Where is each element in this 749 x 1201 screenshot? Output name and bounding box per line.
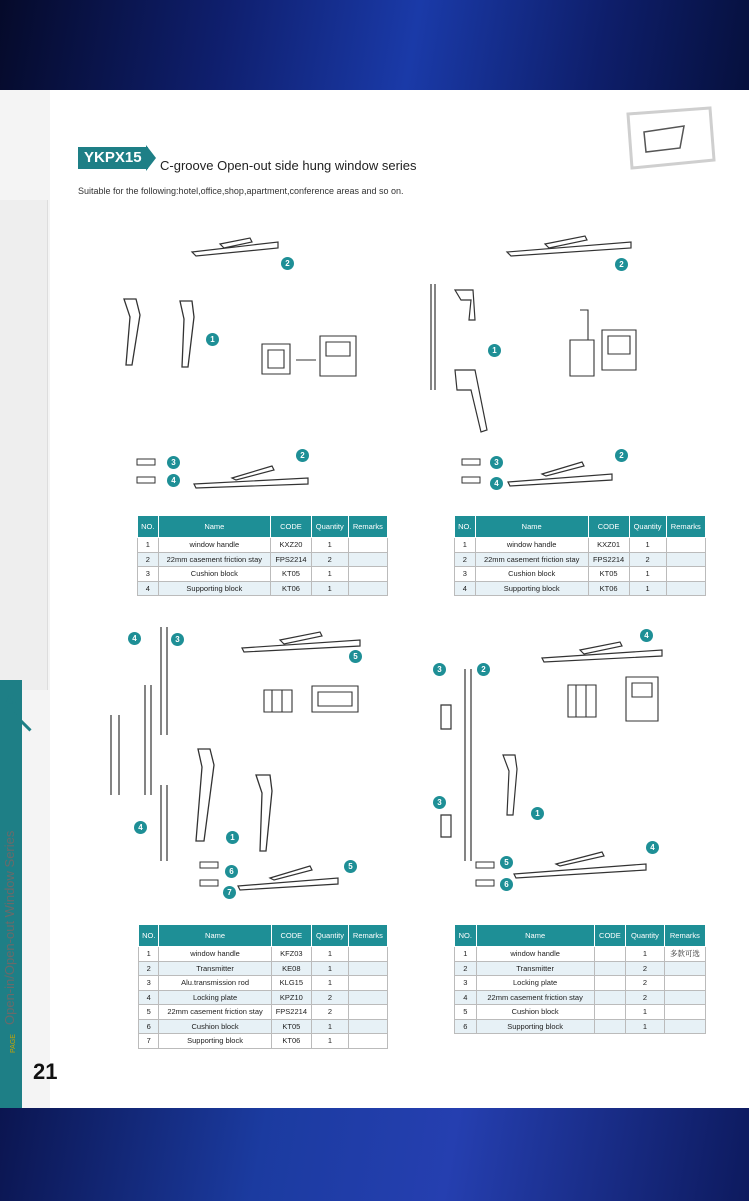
part-number-badge: 2 xyxy=(477,663,490,676)
col-header-name: Name xyxy=(159,925,271,947)
part-number-badge: 3 xyxy=(433,796,446,809)
col-header-no: NO. xyxy=(455,925,477,947)
background-bottom xyxy=(0,1108,749,1201)
part-number-badge: 4 xyxy=(646,841,659,854)
series-code: YKPX15 xyxy=(78,147,148,169)
friction-stay-icon xyxy=(240,628,364,658)
part-number-badge: 1 xyxy=(488,344,501,357)
parts-table xyxy=(137,515,388,596)
table-row: 3 Cushion block KT05 1 xyxy=(138,567,388,582)
section-letter: A xyxy=(3,690,19,715)
part-number-badge: 1 xyxy=(206,333,219,346)
parts-table xyxy=(454,924,706,1034)
part-number-badge: 4 xyxy=(134,821,147,834)
col-header-no: NO. xyxy=(455,516,476,538)
transmission-rod-icon xyxy=(435,665,535,865)
friction-stay-icon xyxy=(512,848,650,880)
col-header-code: CODE xyxy=(271,925,312,947)
col-header-remarks: Remarks xyxy=(348,516,387,538)
page-label: PAGE xyxy=(9,1034,17,1053)
table-row: 7 Supporting block KT06 1 xyxy=(139,1034,388,1049)
table-row: 1 window handle KXZ20 1 xyxy=(138,538,388,553)
series-arrow-icon xyxy=(146,145,156,171)
window-handle-icon xyxy=(110,295,200,375)
table-row: 3 Cushion block KT05 1 xyxy=(455,567,706,582)
col-header-remarks: Remarks xyxy=(348,925,387,947)
table-row: 6 Cushion block KT05 1 xyxy=(139,1019,388,1034)
section-vertical-title: Open-in/Open-out Window Series xyxy=(2,830,17,1025)
series-description: Suitable for the following:hotel,office,shop,apartment,conference areas and so on. xyxy=(78,186,404,196)
part-number-badge: 2 xyxy=(615,258,628,271)
table-row: 4 22mm casement friction stay 2 xyxy=(455,990,706,1005)
col-header-quantity: Quantity xyxy=(626,925,665,947)
friction-stay-icon xyxy=(190,230,280,260)
part-number-badge: 3 xyxy=(167,456,180,469)
col-header-code: CODE xyxy=(594,925,625,947)
friction-stay-icon xyxy=(506,458,616,488)
profile-section-icon xyxy=(260,330,360,382)
catalog-page xyxy=(0,90,749,1108)
part-number-badge: 4 xyxy=(640,629,653,642)
col-header-no: NO. xyxy=(138,516,159,538)
table-row: 1 window handle KFZ03 1 xyxy=(139,947,388,962)
parts-table xyxy=(138,924,388,1049)
blocks-icon xyxy=(198,860,222,890)
part-number-badge: 1 xyxy=(531,807,544,820)
col-header-code: CODE xyxy=(271,516,312,538)
part-number-badge: 1 xyxy=(226,831,239,844)
table-row: 6 Supporting block 1 xyxy=(455,1019,706,1034)
part-number-badge: 3 xyxy=(490,456,503,469)
part-number-badge: 3 xyxy=(433,663,446,676)
part-number-badge: 6 xyxy=(225,865,238,878)
col-header-remarks: Remarks xyxy=(664,925,705,947)
table-row: 3 Alu.transmission rod KLG15 1 xyxy=(139,976,388,991)
col-header-quantity: Quantity xyxy=(311,516,348,538)
table-row: 1 window handle KXZ01 1 xyxy=(455,538,706,553)
brand-logo-icon xyxy=(622,106,718,172)
series-title: C-groove Open-out side hung window series xyxy=(160,158,417,173)
profile-section-icon xyxy=(262,682,362,716)
table-row: 4 Supporting block KT06 1 xyxy=(138,581,388,596)
window-handle-icon xyxy=(425,280,495,440)
table-row: 1 window handle 1 多款可选 xyxy=(455,947,706,962)
blocks-icon xyxy=(474,860,498,890)
part-number-badge: 4 xyxy=(128,632,141,645)
friction-stay-icon xyxy=(540,640,666,664)
col-header-quantity: Quantity xyxy=(312,925,349,947)
blocks-icon xyxy=(135,455,159,489)
part-number-badge: 2 xyxy=(296,449,309,462)
part-number-badge: 7 xyxy=(223,886,236,899)
part-number-badge: 5 xyxy=(500,856,513,869)
table-row: 2 22mm casement friction stay FPS2214 2 xyxy=(455,552,706,567)
friction-stay-icon xyxy=(236,862,342,892)
friction-stay-icon xyxy=(192,462,312,490)
col-header-name: Name xyxy=(475,516,588,538)
left-grey-panel xyxy=(0,200,48,690)
table-row: 2 Transmitter KE08 1 xyxy=(139,961,388,976)
page-number: 21 xyxy=(33,1059,58,1084)
table-row: 4 Supporting block KT06 1 xyxy=(455,581,706,596)
profile-section-icon xyxy=(566,675,662,725)
part-number-badge: 6 xyxy=(500,878,513,891)
parts-table xyxy=(454,515,706,596)
table-row: 5 22mm casement friction stay FPS2214 2 xyxy=(139,1005,388,1020)
col-header-name: Name xyxy=(158,516,271,538)
part-number-badge: 4 xyxy=(167,474,180,487)
table-row: 4 Locking plate KPZ10 2 xyxy=(139,990,388,1005)
table-row: 2 Transmitter 2 xyxy=(455,961,706,976)
col-header-code: CODE xyxy=(588,516,629,538)
profile-section-icon xyxy=(560,300,640,380)
part-number-badge: 4 xyxy=(490,477,503,490)
background-top xyxy=(0,0,749,90)
blocks-icon xyxy=(460,455,484,489)
friction-stay-icon xyxy=(505,230,635,260)
col-header-no: NO. xyxy=(139,925,159,947)
part-number-badge: 2 xyxy=(281,257,294,270)
table-row: 2 22mm casement friction stay FPS2214 2 xyxy=(138,552,388,567)
part-number-badge: 5 xyxy=(349,650,362,663)
col-header-name: Name xyxy=(476,925,594,947)
part-number-badge: 3 xyxy=(171,633,184,646)
col-header-quantity: Quantity xyxy=(629,516,666,538)
part-number-badge: 2 xyxy=(615,449,628,462)
col-header-remarks: Remarks xyxy=(666,516,705,538)
table-row: 3 Locking plate 2 xyxy=(455,976,706,991)
part-number-badge: 5 xyxy=(344,860,357,873)
table-row: 5 Cushion block 1 xyxy=(455,1005,706,1020)
